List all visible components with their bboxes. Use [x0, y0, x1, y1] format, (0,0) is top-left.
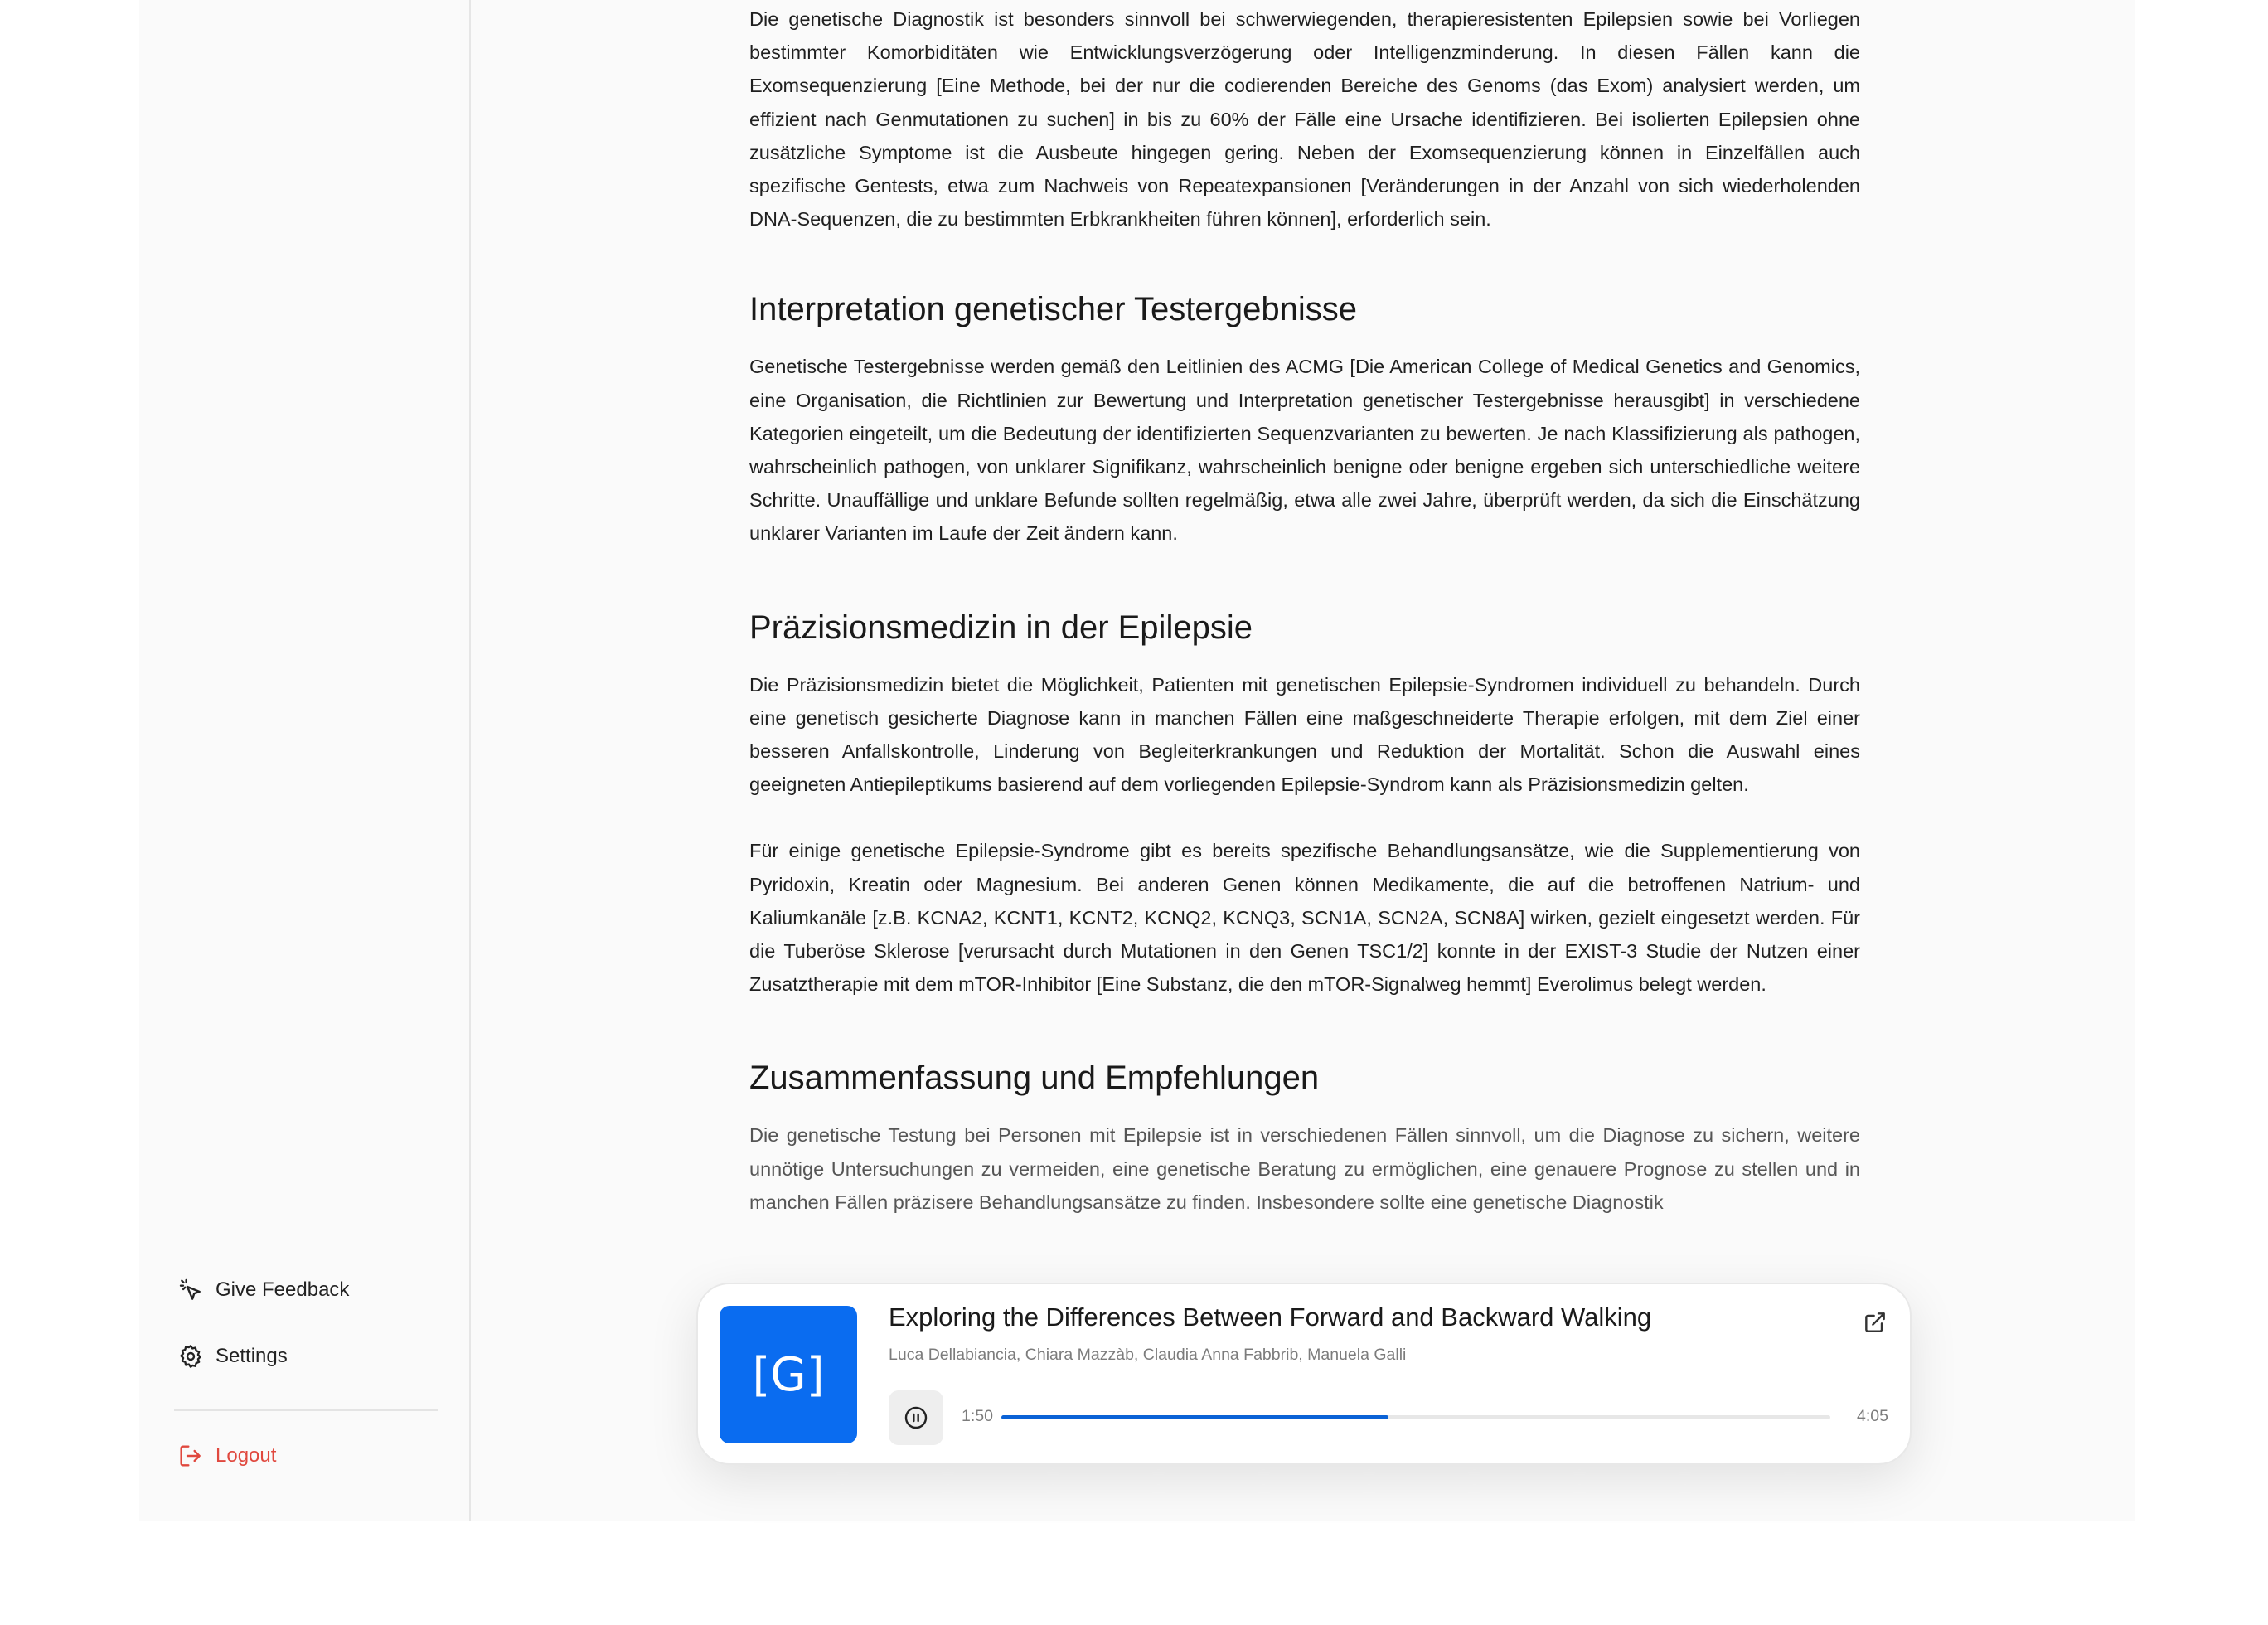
duration: 4:05 [1857, 1407, 1888, 1425]
podcast-cover: [G] [720, 1306, 857, 1443]
gear-icon [177, 1343, 204, 1370]
article-paragraph: Für einige genetische Epilepsie-Syndrome gibt es bereits spezifische Behandlungsansätze, wie die Supplementierung von Pyridoxin, Kreatin oder Magnesium. Bei anderen Genen können Medikamente, die auf die betroffenen Natrium- und Kaliumkanäle [z.B. KCNA2, KCNT1, KCNT2, KCNQ2, KCNQ3, SCN1A, SCN2A, SCN8A] wirken, gezielt eingesetzt werden. Für die Tuberöse Sklerose [verursacht durch Mutationen in den Genen TSC1/2] konnte in der EXIST-3 Studie der Nutzen einer Zusatztherapie mit dem mTOR-Inhibitor [Eine Substanz, die den mTOR-Signalweg hemmt] Everolimus belegt werden. [749, 840, 1860, 996]
player-title: Exploring the Differences Between Forward and Backward Walking [889, 1302, 1652, 1332]
logout-icon [177, 1443, 204, 1469]
external-link-icon[interactable] [1862, 1309, 1888, 1336]
pause-icon [903, 1404, 929, 1431]
section-heading: Zusammenfassung und Empfehlungen [749, 1060, 1320, 1097]
progress-fill [1001, 1415, 1388, 1419]
cursor-click-icon [177, 1277, 204, 1303]
give-feedback-button[interactable] [177, 1277, 349, 1303]
article-paragraph: Genetische Testergebnisse werden gemäß den Leitlinien des ACMG [Die American College of Medical Genetics and Genomics, eine Organisation, die Richtlinien zur Bewertung und Interpretation genetischer Testergebnisse herausgibt] in verschiedene Kategorien eingeteilt, um die Bedeutung der identifizierten Sequenzvarianten zu bewerten. Je nach Klassifizierung als pathogen, wahrscheinlich pathogen, von unklarer Signifikanz, wahrscheinlich benigne oder benigne ergeben sich unterschiedliche weitere Schritte. Unauffällige und unklare Befunde sollten regelmäßig, etwa alle zwei Jahre, überprüft werden, da sich die Einschätzung unklarer Varianten im Laufe der Zeit ändern kann. [749, 356, 1860, 545]
article-paragraph: Die genetische Diagnostik ist besonders sinnvoll bei schwerwiegenden, therapieresistenten Epilepsien sowie bei Vorliegen bestimmter Komorbiditäten wie Entwicklungsverzögerung oder Intelligenzminderung. In diesen Fällen kann die Exomsequenzierung [Eine Methode, bei der nur die codierenden Bereiche des Genoms (das Exom) analysiert werden, um effizient nach Genmutationen zu suchen] in bis zu 60% der Fälle eine Ursache identifizieren. Bei isolierten Epilepsien ohne zusätzliche Symptome ist die Ausbeute hingegen gering. Neben der Exomsequenzierung können in Einzelfällen auch spezifische Gentests, etwa zum Nachweis von Repeatexpansionen [Veränderungen in der Anzahl von sich wiederholenden DNA-Sequenzen, die zu bestimmten Erbkrankheiten führen können], erforderlich sein. [749, 8, 1860, 230]
current-time: 1:50 [962, 1407, 993, 1425]
logout-button[interactable] [177, 1443, 276, 1469]
audio-player [696, 1283, 1912, 1465]
section-heading: Interpretation genetischer Testergebnisse [749, 291, 1358, 328]
logout-label: Logout [216, 1444, 277, 1467]
pause-button[interactable] [889, 1390, 943, 1445]
player-authors: Luca Dellabiancia, Chiara Mazzàb, Claudia Anna Fabbrib, Manuela Galli [889, 1346, 1407, 1364]
settings-label: Settings [216, 1345, 288, 1367]
progress-track[interactable] [1001, 1415, 1830, 1419]
sidebar-divider [174, 1409, 438, 1411]
app-window [139, 0, 2135, 1521]
article-paragraph: Die genetische Testung bei Personen mit Epilepsie ist in verschiedenen Fällen sinnvoll, um die Diagnose zu sichern, weitere unnötige Untersuchungen zu vermeiden, eine genetische Beratung zu ermöglichen, eine genauere Prognose zu stellen und in manchen Fällen präzisere Behandlungsansätze zu finden. Insbesondere sollte eine genetische Diagnostik [749, 1124, 1860, 1213]
section-heading: Präzisionsmedizin in der Epilepsie [749, 609, 1253, 646]
settings-button[interactable] [177, 1343, 288, 1370]
article-paragraph: Die Präzisionsmedizin bietet die Möglichkeit, Patienten mit genetischen Epilepsie-Syndromen individuell zu behandeln. Durch eine genetisch gesicherte Diagnose kann in manchen Fällen eine maßgeschneiderte Therapie erfolgen, mit dem Ziel einer besseren Anfallskontrolle, Linderung von Begleiterkrankungen und Reduktion der Mortalität. Schon die Auswahl eines geeigneten Antiepileptikums basierend auf dem vorliegenden Epilepsie-Syndrom kann als Präzisionsmedizin gelten. [749, 673, 1860, 796]
sidebar [139, 0, 471, 1521]
article-content [749, 0, 1860, 1219]
give-feedback-label: Give Feedback [216, 1278, 350, 1301]
